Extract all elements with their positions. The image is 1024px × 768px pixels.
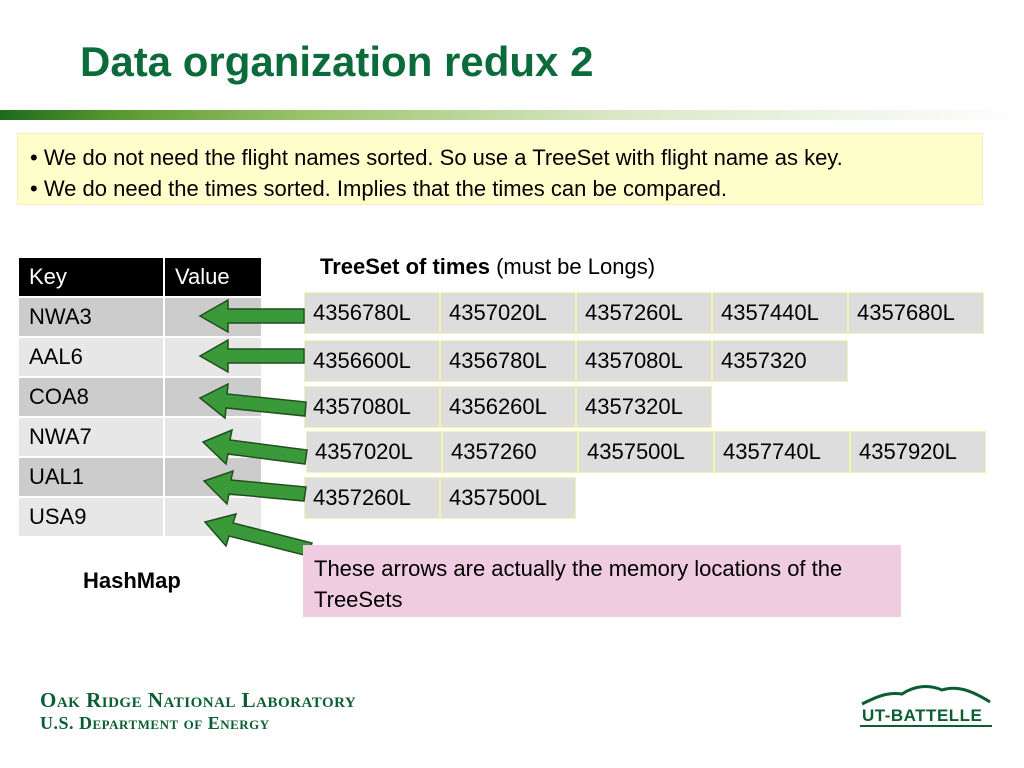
- note-box: These arrows are actually the memory locations of the TreeSets: [303, 545, 901, 617]
- time-cell: 4356780L: [440, 340, 576, 382]
- key-cell: NWA3: [18, 297, 164, 337]
- bullet-1: • We do not need the flight names sorted. So use a TreeSet with flight name as key.: [30, 145, 843, 170]
- key-cell: UAL1: [18, 457, 164, 497]
- time-cell: 4357260L: [576, 292, 712, 334]
- time-cell: 4357080L: [576, 340, 712, 382]
- key-cell: COA8: [18, 377, 164, 417]
- time-cell: 4356260L: [440, 386, 576, 428]
- time-cell: 4357260: [442, 431, 578, 473]
- time-cell: 4357920L: [850, 431, 986, 473]
- treeset-label-rest: (must be Longs): [489, 254, 656, 279]
- time-cell: 4357740L: [714, 431, 850, 473]
- bullet-2: • We do need the times sorted. Implies that the times can be compared.: [30, 176, 727, 201]
- time-cell: 4357680L: [848, 292, 984, 334]
- time-cell: 4357500L: [578, 431, 714, 473]
- arrow-nwa3: [200, 300, 304, 332]
- key-cell: NWA7: [18, 417, 164, 457]
- org-line-2: U.S. Department of Energy: [40, 713, 270, 733]
- time-cell: 4357500L: [440, 477, 576, 519]
- time-cell: 4357320L: [576, 386, 712, 428]
- hashmap-label: HashMap: [83, 568, 181, 593]
- arrow-usa9: [205, 514, 312, 556]
- time-cell: 4356600L: [304, 340, 440, 382]
- time-cell: 4357020L: [306, 431, 442, 473]
- ornl-wordmark: [40, 688, 356, 734]
- time-cell: 4356780L: [304, 292, 440, 334]
- logo-text: UT-BATTELLE: [862, 706, 983, 725]
- org-line-1: Oak Ridge National Laboratory: [40, 688, 357, 712]
- key-cell: AAL6: [18, 337, 164, 377]
- key-header: Key: [18, 257, 164, 297]
- time-cell: 4357320: [712, 340, 848, 382]
- time-cell: 4357080L: [304, 386, 440, 428]
- value-header: Value: [164, 257, 262, 297]
- slide-title: Data organization redux 2: [80, 38, 594, 85]
- time-cell: 4357020L: [440, 292, 576, 334]
- arrow-aal6: [200, 340, 304, 372]
- time-cell: 4357440L: [712, 292, 848, 334]
- arrow-ual1: [204, 471, 306, 504]
- key-cell: USA9: [18, 497, 164, 537]
- arrow-nwa7: [203, 430, 307, 464]
- time-cell: 4357260L: [304, 477, 440, 519]
- treeset-label-bold: TreeSet of times: [320, 254, 490, 279]
- arrow-coa8: [200, 384, 306, 418]
